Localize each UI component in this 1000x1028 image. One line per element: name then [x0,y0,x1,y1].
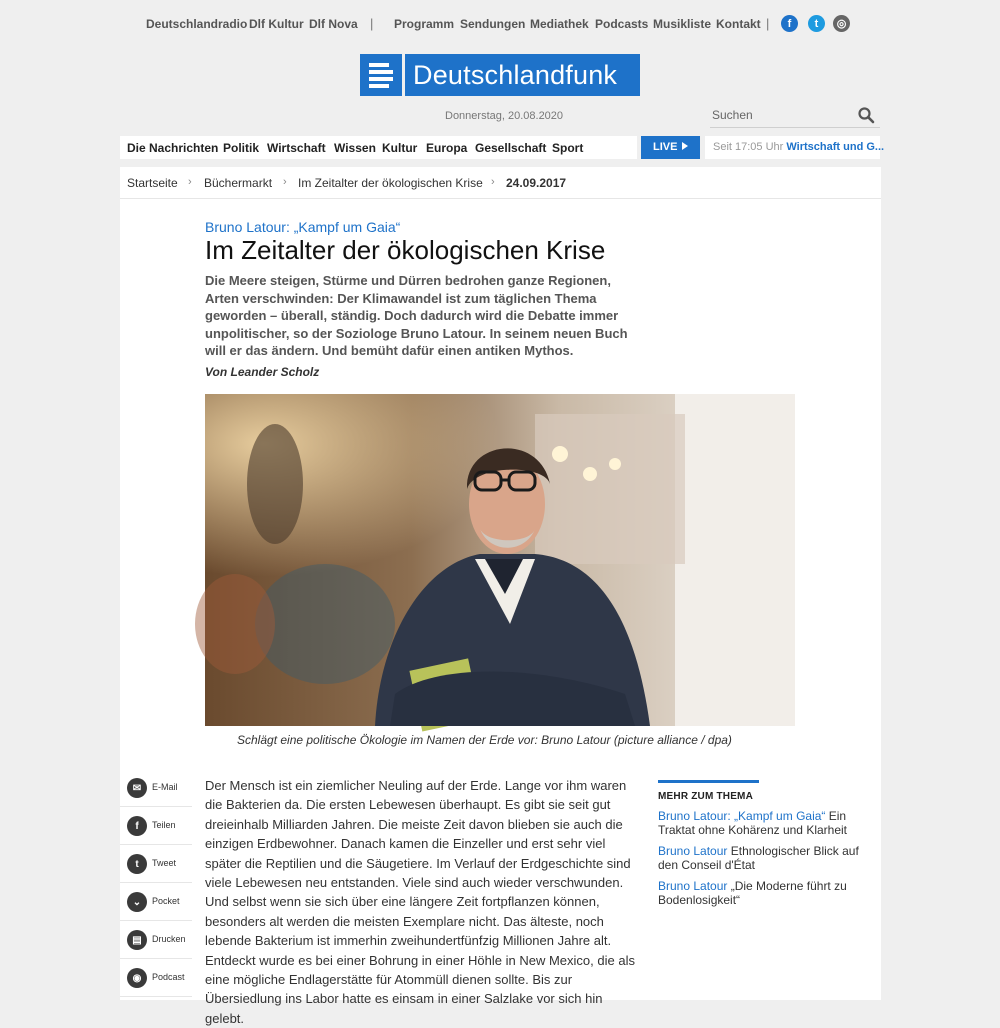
link-programm[interactable]: Programm [394,17,455,31]
related-topics-title: MEHR ZUM THEMA [658,791,754,802]
main-navigation [120,136,637,159]
link-dlf-kultur[interactable]: Dlf Kultur [249,17,304,31]
breadcrumb-arrow: › [188,176,192,188]
logo-text: Deutschlandfunk [405,54,640,96]
nav-kultur[interactable]: Kultur [382,141,418,155]
article-container [120,167,881,1026]
now-playing-ticker[interactable] [705,136,885,159]
article-teaser: Die Meere steigen, Stürme und Dürren bedrohen ganze Regionen, Arten verschwinden: Der Klimawandel ist zum täglichen Thema geworden – überall, ständig. Doch dadurch wird die Debatte immer unpolitischer, so der Soziologe Bruno Latour. In seinem neuen Buch will er das ändern. Und bemüht dafür einen antiken Mythos. [205,273,628,358]
service-navigation [0,0,1000,48]
article-photo[interactable] [205,394,795,726]
breadcrumb-buechermarkt[interactable]: Büchermarkt [204,176,273,190]
share-facebook[interactable] [120,807,192,845]
related-link[interactable]: Bruno Latour „Die Moderne führt zu Bodenlosigkeit“ [658,879,847,907]
search-icon[interactable] [858,107,874,123]
nav-gesellschaft[interactable]: Gesellschaft [475,141,547,155]
link-dlf-nova[interactable]: Dlf Nova [309,17,358,31]
mail-icon: ✉ [127,778,147,798]
article-kicker: Bruno Latour: „Kampf um Gaia“ [205,219,401,235]
article-headline: Im Zeitalter der ökologischen Krise [205,235,606,265]
current-date: Donnerstag, 20.08.2020 [445,110,564,122]
site-logo[interactable] [360,54,640,96]
breadcrumb-date: 24.09.2017 [506,176,567,190]
portrait-image [205,394,795,726]
share-label: Drucken [152,934,186,944]
nav-separator: | [766,16,770,31]
live-label: LIVE [653,141,678,153]
share-label: Podcast [152,972,185,982]
link-podcasts[interactable]: Podcasts [595,17,649,31]
breadcrumb-article[interactable]: Im Zeitalter der ökologischen Krise [298,176,483,190]
twitter-icon[interactable]: t [808,15,825,32]
share-label: Pocket [152,896,180,906]
related-link[interactable]: Bruno Latour Ethnologischer Blick auf den Conseil d'État [658,844,859,872]
share-label: Teilen [152,820,176,830]
link-mediathek[interactable]: Mediathek [530,17,589,31]
share-twitter[interactable] [120,845,192,883]
photo-caption: Schlägt eine politische Ökologie im Namen der Erde vor: Bruno Latour (picture alliance / dpa) [237,733,732,747]
nav-nachrichten[interactable]: Die Nachrichten [127,141,219,155]
instagram-icon[interactable]: ◎ [833,15,850,32]
link-kontakt[interactable]: Kontakt [716,17,761,31]
article-body: Der Mensch ist ein ziemlicher Neuling auf der Erde. Lange vor ihm waren die Bakterien da. Die ersten Lebewesen überhaupt. Es gibt sie seit gut dreieinhalb Milliarden Jahren. Die meiste Zeit davon blieben sie auch die einzigen Erdbewohner. Danach kamen die Einzeller und erst sehr viel später die Reptilien und die Säugetiere. Im Verlauf der Erdgeschichte sind viele Lebewesen neu entstanden. Viele sind auch wieder verschwunden. Und selbst wenn sie sich über eine längere Zeit fortpflanzen können, besonders alt werden die meisten Exemplare nicht. Das älteste, noch lebende Bakterium ist immerhin zweihundertfünfzig Millionen Jahre alt. Entdeckt wurde es bei einer Bohrung in einer Höhle in New Mexico, die als eine mögliche Endlagerstätte für Atommüll dienen sollte. Bis zur Übersiedlung ins Labor hatte es einsam in einer Salzlake vor sich hin gelebt. [205,778,635,1026]
breadcrumb-arrow: › [283,176,287,188]
logo-mark-icon [360,54,402,96]
facebook-icon[interactable]: f [781,15,798,32]
nav-sport[interactable]: Sport [552,141,584,155]
related-link[interactable]: Bruno Latour: „Kampf um Gaia“ Ein Traktat ohne Kohärenz und Klarheit [658,809,848,837]
nav-wissen[interactable]: Wissen [334,141,376,155]
share-label: Tweet [152,858,177,868]
breadcrumb-arrow: › [491,176,495,188]
share-label: E-Mail [152,782,178,792]
share-pocket[interactable] [120,883,192,921]
share-email[interactable] [120,769,192,807]
search-box [710,104,880,128]
share-podcast[interactable] [120,959,192,997]
podcast-icon: ◉ [127,968,147,988]
breadcrumb-startseite[interactable]: Startseite [127,176,178,190]
live-button[interactable] [641,136,700,159]
nav-europa[interactable]: Europa [426,141,468,155]
breadcrumb [120,167,881,199]
search-input[interactable] [710,104,850,126]
facebook-icon: f [127,816,147,836]
nav-wirtschaft[interactable]: Wirtschaft [267,141,326,155]
related-topics [658,780,868,907]
ticker-time: Seit 17:05 Uhr [713,141,784,153]
play-icon [682,142,688,150]
related-topics-bar [658,780,759,783]
print-icon: ▤ [127,930,147,950]
share-print[interactable] [120,921,192,959]
ticker-program: Wirtschaft und G... [786,141,885,153]
link-sendungen[interactable]: Sendungen [460,17,526,31]
nav-separator: | [370,16,374,31]
nav-politik[interactable]: Politik [223,141,260,155]
link-musikliste[interactable]: Musikliste [653,17,712,31]
pocket-icon: ⌄ [127,892,147,912]
article-author: Von Leander Scholz [205,365,320,379]
link-deutschlandradio[interactable]: Deutschlandradio [146,17,248,31]
twitter-icon: t [127,854,147,874]
